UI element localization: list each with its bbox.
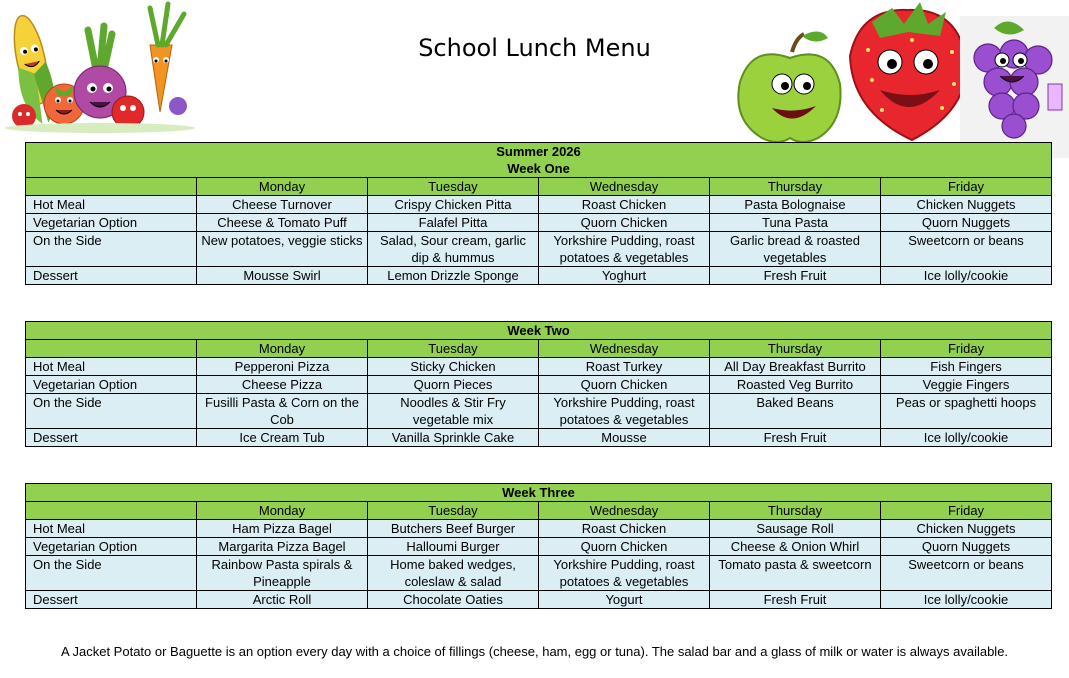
row-label: Vegetarian Option <box>26 214 197 232</box>
menu-cell: Margarita Pizza Bagel <box>197 538 368 556</box>
menu-cell: Ice lolly/cookie <box>881 267 1052 285</box>
menu-cell: Salad, Sour cream, garlic dip & hummus <box>368 232 539 267</box>
menu-cell: Yorkshire Pudding, roast potatoes & vegetables <box>539 556 710 591</box>
menu-cell: Fresh Fruit <box>710 591 881 609</box>
menu-cell: Quorn Chicken <box>539 538 710 556</box>
menu-cell: Roast Chicken <box>539 520 710 538</box>
menu-cell: Peas or spaghetti hoops <box>881 394 1052 429</box>
menu-cell: Quorn Pieces <box>368 376 539 394</box>
menu-cell: Chocolate Oaties <box>368 591 539 609</box>
corner-cell <box>26 502 197 520</box>
menu-cell: Sweetcorn or beans <box>881 232 1052 267</box>
row-label: Dessert <box>26 429 197 447</box>
menu-cell: Sweetcorn or beans <box>881 556 1052 591</box>
fruit-illustrations <box>732 0 1069 160</box>
menu-cell: Mousse <box>539 429 710 447</box>
day-header: Tuesday <box>368 178 539 196</box>
day-header: Thursday <box>710 502 881 520</box>
menu-cell: Roasted Veg Burrito <box>710 376 881 394</box>
menu-cell: Yorkshire Pudding, roast potatoes & vegetables <box>539 232 710 267</box>
footer-note: A Jacket Potato or Baguette is an option every day with a choice of fillings (cheese, ham, egg or tuna). The salad bar and a glass of milk or water is always available. <box>60 644 1009 659</box>
menu-cell: Yorkshire Pudding, roast potatoes & vegetables <box>539 394 710 429</box>
menu-cell: Chicken Nuggets <box>881 520 1052 538</box>
menu-cell: Butchers Beef Burger <box>368 520 539 538</box>
menu-cell: Lemon Drizzle Sponge <box>368 267 539 285</box>
table-row <box>26 556 1052 591</box>
week-heading: Week Three <box>26 484 1052 502</box>
row-label: Vegetarian Option <box>26 376 197 394</box>
menu-cell: Cheese & Onion Whirl <box>710 538 881 556</box>
menu-cell: Quorn Chicken <box>539 214 710 232</box>
menu-cell: Pepperoni Pizza <box>197 358 368 376</box>
table-row <box>26 394 1052 429</box>
row-label: Vegetarian Option <box>26 538 197 556</box>
menu-cell: Crispy Chicken Pitta <box>368 196 539 214</box>
table-row <box>26 214 1052 232</box>
menu-cell: Fresh Fruit <box>710 429 881 447</box>
table-row <box>26 267 1052 285</box>
apple-icon <box>738 31 840 142</box>
menu-cell: Fresh Fruit <box>710 267 881 285</box>
menu-cell: Arctic Roll <box>197 591 368 609</box>
row-label: Dessert <box>26 591 197 609</box>
menu-cell: Halloumi Burger <box>368 538 539 556</box>
menu-cell: Tuna Pasta <box>710 214 881 232</box>
menu-cell: Ice Cream Tub <box>197 429 368 447</box>
row-label: Dessert <box>26 267 197 285</box>
strawberry-icon <box>850 2 966 140</box>
table-row <box>26 520 1052 538</box>
menu-cell: Quorn Chicken <box>539 376 710 394</box>
day-header: Friday <box>881 178 1052 196</box>
menu-cell: Yogurt <box>539 591 710 609</box>
menu-cell: Ice lolly/cookie <box>881 429 1052 447</box>
table-row <box>26 376 1052 394</box>
menu-cell: Pasta Bolognaise <box>710 196 881 214</box>
menu-cell: Vanilla Sprinkle Cake <box>368 429 539 447</box>
menu-cell: Chicken Nuggets <box>881 196 1052 214</box>
menu-cell: Sticky Chicken <box>368 358 539 376</box>
menu-cell: Fusilli Pasta & Corn on the Cob <box>197 394 368 429</box>
row-label: On the Side <box>26 232 197 267</box>
menu-cell: Home baked wedges, coleslaw & salad <box>368 556 539 591</box>
menu-cell: Mousse Swirl <box>197 267 368 285</box>
menu-cell: Cheese Turnover <box>197 196 368 214</box>
day-header: Monday <box>197 340 368 358</box>
row-label: Hot Meal <box>26 358 197 376</box>
day-header: Wednesday <box>539 340 710 358</box>
menu-cell: Rainbow Pasta spirals & Pineapple <box>197 556 368 591</box>
menu-cell: Cheese Pizza <box>197 376 368 394</box>
week-one-table <box>25 142 1052 285</box>
table-row <box>26 232 1052 267</box>
menu-cell: Sausage Roll <box>710 520 881 538</box>
menu-cell: Ice lolly/cookie <box>881 591 1052 609</box>
menu-cell: Falafel Pitta <box>368 214 539 232</box>
menu-cell: Fish Fingers <box>881 358 1052 376</box>
day-header: Wednesday <box>539 178 710 196</box>
row-label: On the Side <box>26 556 197 591</box>
corner-cell <box>26 178 197 196</box>
menu-cell: Ham Pizza Bagel <box>197 520 368 538</box>
menu-cell: Garlic bread & roasted vegetables <box>710 232 881 267</box>
week-heading: Week Two <box>26 322 1052 340</box>
day-header: Wednesday <box>539 502 710 520</box>
table-row <box>26 538 1052 556</box>
menu-cell: Veggie Fingers <box>881 376 1052 394</box>
day-header: Monday <box>197 178 368 196</box>
table-row <box>26 591 1052 609</box>
menu-cell: New potatoes, veggie sticks <box>197 232 368 267</box>
menu-cell: Baked Beans <box>710 394 881 429</box>
day-header: Tuesday <box>368 340 539 358</box>
row-label: On the Side <box>26 394 197 429</box>
menu-cell: Tomato pasta & sweetcorn <box>710 556 881 591</box>
week-two-table <box>25 321 1052 447</box>
corner-cell <box>26 340 197 358</box>
day-header: Thursday <box>710 340 881 358</box>
day-header: Friday <box>881 502 1052 520</box>
menu-cell: Roast Turkey <box>539 358 710 376</box>
row-label: Hot Meal <box>26 520 197 538</box>
menu-cell: Yoghurt <box>539 267 710 285</box>
day-header: Monday <box>197 502 368 520</box>
week-heading: Week One <box>26 160 1052 178</box>
table-row <box>26 358 1052 376</box>
menu-cell: Noodles & Stir Fry vegetable mix <box>368 394 539 429</box>
menu-cell: All Day Breakfast Burrito <box>710 358 881 376</box>
cartoon-vegetables-icon <box>0 0 200 140</box>
grapes-icon <box>960 16 1069 158</box>
menu-cell: Quorn Nuggets <box>881 538 1052 556</box>
menu-cell: Quorn Nuggets <box>881 214 1052 232</box>
menu-cell: Roast Chicken <box>539 196 710 214</box>
row-label: Hot Meal <box>26 196 197 214</box>
term-heading: Summer 2026 <box>26 143 1052 161</box>
page-title: School Lunch Menu <box>418 34 651 62</box>
table-row <box>26 429 1052 447</box>
day-header: Tuesday <box>368 502 539 520</box>
week-three-table <box>25 483 1052 609</box>
menu-cell: Cheese & Tomato Puff <box>197 214 368 232</box>
day-header: Friday <box>881 340 1052 358</box>
day-header: Thursday <box>710 178 881 196</box>
table-row <box>26 196 1052 214</box>
